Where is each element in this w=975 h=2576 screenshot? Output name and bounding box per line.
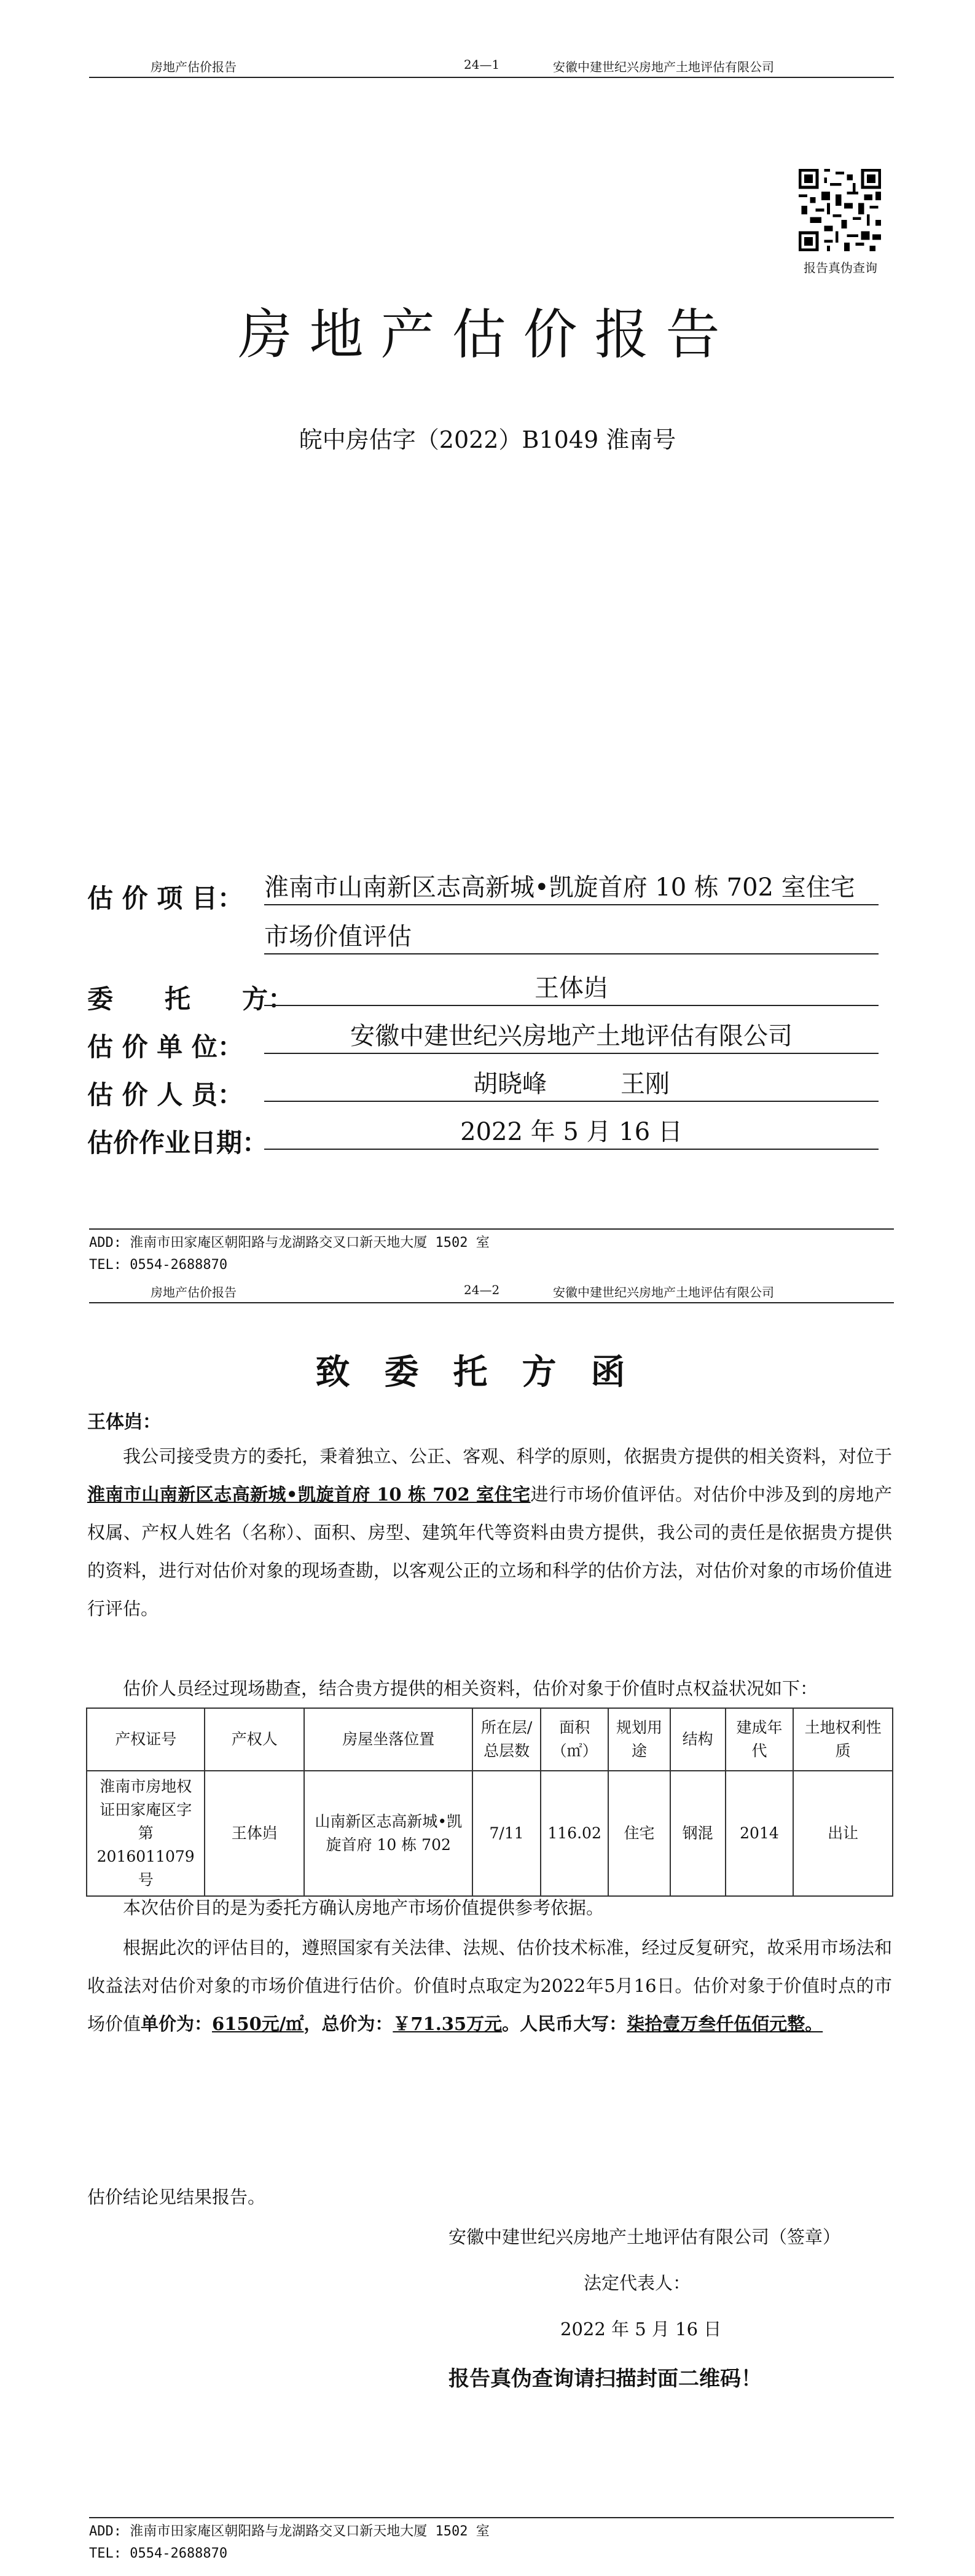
page-header [89,1278,894,1303]
header-company: 安徽中建世纪兴房地产土地评估有限公司 [553,1285,774,1300]
qr-caption: 报告真伪查询 [804,260,877,275]
property-address: 淮南市山南新区志高新城•凯旋首府 10 栋 702 室住宅 [87,1484,531,1505]
page-footer [89,2517,894,2565]
table-header-cell: 所在层/总层数 [472,1708,541,1771]
sign-date: 2022 年 5 月 16 日 [560,2319,722,2340]
appraiser-org-label: 估 价 单 位： [87,1032,243,1062]
table-cell: 王体岿 [205,1771,304,1896]
page-footer [89,1228,894,1276]
table-row [87,1771,893,1896]
date-value: 2022 年 5 月 16 日 [264,1117,879,1150]
report-number: 皖中房估字（2022）B1049 淮南号 [299,426,676,453]
table-header-cell: 产权人 [205,1708,304,1771]
header-page-number: 24—2 [464,1282,500,1297]
table-cell: 116.02 [541,1771,609,1896]
report-title: 房地产估价报告 [238,303,737,366]
letter-paragraph-2: 估价人员经过现场勘查，结合贵方提供的相关资料，估价对象于价值时点权益状况如下： [123,1678,818,1699]
verify-note: 报告真伪查询请扫描封面二维码！ [448,2367,762,2391]
sign-representative: 法定代表人： [584,2273,691,2293]
total-price: ￥71.35万元 [393,2013,503,2034]
header-company: 安徽中建世纪兴房地产土地评估有限公司 [553,60,774,74]
footer-tel: TEL: 0554-2688870 [89,1257,228,1273]
header-page-number: 24—1 [464,57,500,72]
property-table [86,1708,893,1897]
table-cell: 钢混 [670,1771,726,1896]
appraisers-value: 胡晓峰 王刚 [264,1069,879,1102]
footer-address: ADD: 淮南市田家庵区朝阳路与龙湖路交叉口新天地大厦 1502 室 [89,1235,490,1251]
table-header-row [87,1708,893,1771]
footer-tel: TEL: 0554-2688870 [89,2546,228,2561]
total-price-chinese: 柒拾壹万叁仟伍佰元整。 [627,2013,823,2034]
project-value-line2: 市场价值评估 [264,921,879,954]
appraisers-label: 估 价 人 员： [87,1080,243,1110]
date-label: 估价作业日期： [87,1128,268,1158]
qr-code-icon[interactable] [799,169,881,251]
table-header-cell: 房屋坐落位置 [304,1708,472,1771]
appraiser-org-value: 安徽中建世纪兴房地产土地评估有限公司 [264,1021,879,1054]
table-cell: 2014 [726,1771,794,1896]
project-label: 估 价 项 目： [87,883,243,913]
conclusion-note: 估价结论见结果报告。 [87,2187,266,2207]
letter-paragraph-1: 我公司接受贵方的委托，秉着独立、公正、客观、科学的原则，依据贵方提供的相关资料，对位于淮南市山南新区志高新城•凯旋首府 10 栋 702 室住宅进行市场价值评估。对估价中涉及到的房地产权属、产权人姓名（名称）、面积、房型、建筑年代等资料由贵方提供，我公司的责任是依据贵方提供的资料，进行对估价对象的现场查勘，以客观公正的立场和科学的估价方法，对估价对象的市场价值进行评估。 [87,1446,892,1619]
table-header-cell: 建成年代 [726,1708,794,1771]
table-header-cell: 土地权利性质 [793,1708,893,1771]
table-cell: 7/11 [472,1771,541,1896]
header-title: 房地产估价报告 [151,60,237,74]
letter-title: 致委托方函 [315,1352,660,1392]
header-title: 房地产估价报告 [151,1285,237,1300]
sign-company: 安徽中建世纪兴房地产土地评估有限公司（签章） [448,2227,841,2247]
client-label: 委 托 方： [87,984,294,1014]
letter-paragraph-4: 根据此次的评估目的，遵照国家有关法律、法规、估价技术标准，经过反复研究，故采用市场法和收益法对估价对象的市场价值进行估价。价值时点取定为2022年5月16日。估价对象于价值时点的市场价值单价为：6150元/㎡，总价为：￥71.35万元。人民币大写：柒拾壹万叁仟伍佰元整。 [87,1937,892,2034]
letter-paragraph-3: 本次估价目的是为委托方确认房地产市场价值提供参考依据。 [123,1897,605,1918]
table-header-cell: 产权证号 [87,1708,205,1771]
table-header-cell: 规划用途 [608,1708,670,1771]
salutation: 王体岿： [87,1411,161,1433]
footer-address: ADD: 淮南市田家庵区朝阳路与龙湖路交叉口新天地大厦 1502 室 [89,2524,490,2539]
client-value: 王体岿 [264,973,879,1006]
table-header-cell: 结构 [670,1708,726,1771]
table-cell: 住宅 [608,1771,670,1896]
table-cell: 山南新区志高新城•凯旋首府 10 栋 702 [304,1771,472,1896]
page-header [89,52,894,78]
unit-price: 6150元/㎡ [212,2013,304,2034]
table-cell: 出让 [793,1771,893,1896]
table-header-cell: 面积（㎡） [541,1708,609,1771]
table-cell: 淮南市房地权证田家庵区字第 2016011079 号 [87,1771,205,1896]
project-value-line1: 淮南市山南新区志高新城•凯旋首府 10 栋 702 室住宅 [264,872,879,905]
